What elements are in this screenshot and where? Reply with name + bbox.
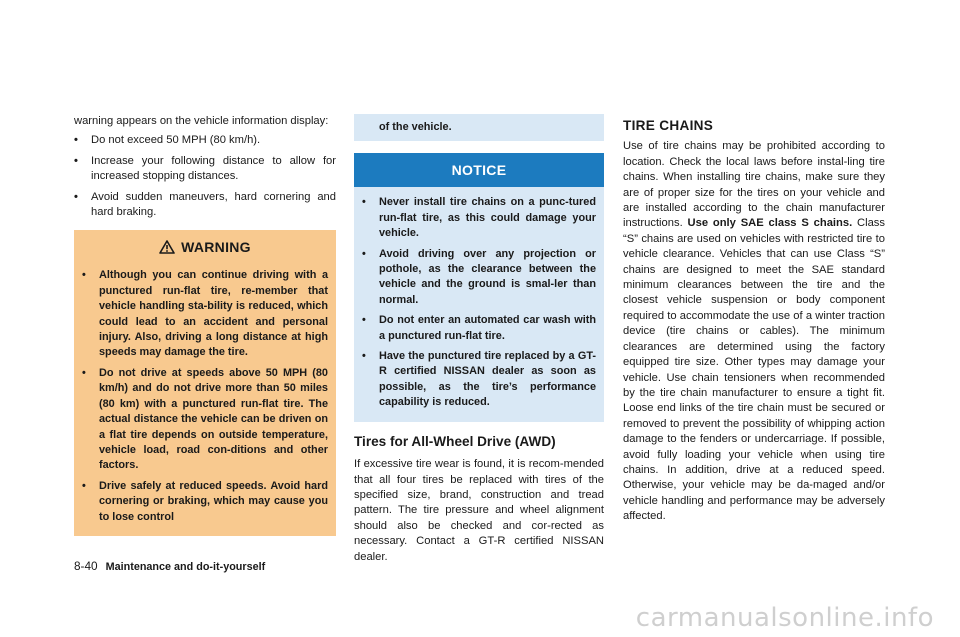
- awd-body: If excessive tire wear is found, it is recom-mended that all four tires be replaced with tires of the specified size, brand, construction and tread pattern. The tire pressure and wheel alignment should also be checked and cor-rected as necessary. Contact a GT-R certified NISSAN dealer.: [354, 458, 604, 563]
- warning-triangle-icon: [159, 240, 175, 254]
- sae-class-emphasis: Use only SAE class S chains.: [687, 217, 853, 230]
- page-footer: [74, 559, 265, 573]
- list-item: • Have the punctured tire replaced by a GT-R certified NISSAN dealer as soon as possible, as the tire’s performance capability is reduced.: [362, 350, 596, 409]
- awd-heading: Tires for All-Wheel Drive (AWD): [354, 433, 556, 449]
- list-item: • Avoid sudden maneuvers, hard cornering and hard braking.: [74, 190, 336, 219]
- page-number: 8-40: [74, 559, 98, 573]
- column-middle: [354, 114, 604, 565]
- list-item: • Do not enter an automated car wash with a punctured run-flat tire.: [362, 314, 596, 342]
- list-item: • Increase your following distance to allow for increased stopping distances.: [74, 154, 336, 183]
- list-item: • Avoid driving over any projection or pothole, as the clearance between the vehicle and the ground is smal-ler than normal.: [362, 247, 596, 306]
- tire-chains-heading: TIRE CHAINS: [623, 118, 714, 133]
- warning-header: [82, 230, 328, 264]
- warning-title: WARNING: [181, 238, 251, 255]
- list-item: • Do not exceed 50 MPH (80 km/h).: [74, 134, 261, 147]
- list-item: • Do not drive at speeds above 50 MPH (80 km/h) and do not drive more than 50 miles (80 km) with a punctured run-flat tire. The actual distance the vehicle can be driven on a flat tire depends on outside temperature, vehicle load, road con-ditions and other factors.: [82, 366, 328, 472]
- tire-chains-body: Use of tire chains may be prohibited according to location. Check the local laws before instal-ling tire chains. When installing tire chains, make sure they are of proper size for the tires on your vehicle and are installed according to the chain manufacturer instructions. Use only SAE class S chains. Class “S” chains are used on vehicles with restricted tire to vehicle clearance. Vehicles that can use Class “S” chains are designed to meet the SAE standard minimum clearances between the tire and the closest vehicle suspension or body component required to accommodate the use of a winter traction device (tire chains or cables). The minimum clearances are determined using the factory equipped tire size. Other types may damage your vehicle. Use chain tensioners when recommended by the tire chain manufacturer to ensure a tight fit. Loose end links of the tire chain must be secured or removed to prevent the possibility of whipping action damage to the fenders or undercarriage. If possible, avoid fully loading your vehicle when using tire chains. In addition, drive at a reduced speed. Otherwise, your vehicle may be da-maged and/or vehicle handling and performance may be adversely affected.: [623, 140, 885, 523]
- intro-text: warning appears on the vehicle information display:: [74, 115, 329, 127]
- notice-list: [362, 195, 596, 410]
- list-item: • Never install tire chains on a punc-tured run-flat tire, as this could damage your vehicle.: [362, 196, 596, 240]
- list-item: • Although you can continue driving with a punctured run-flat tire, re-member that vehicle handling sta-bility is reduced, which could lead to an accident and personal injury. Also, driving a long distance at high speeds may damage the tire.: [82, 269, 328, 359]
- notice-box: [354, 153, 604, 421]
- warning-list: [82, 268, 328, 525]
- advice-list: [74, 133, 336, 220]
- warning-box: [74, 230, 336, 536]
- watermark: carmanualsonline.info: [635, 603, 934, 633]
- column-right: [623, 114, 885, 525]
- notice-header: NOTICE: [354, 153, 604, 187]
- section-title: Maintenance and do-it-yourself: [105, 561, 266, 573]
- list-item: • Drive safely at reduced speeds. Avoid hard cornering or braking, which may cause you to lose control: [82, 479, 328, 523]
- warning-continuation: of the vehicle.: [354, 114, 604, 141]
- column-left: [74, 114, 336, 536]
